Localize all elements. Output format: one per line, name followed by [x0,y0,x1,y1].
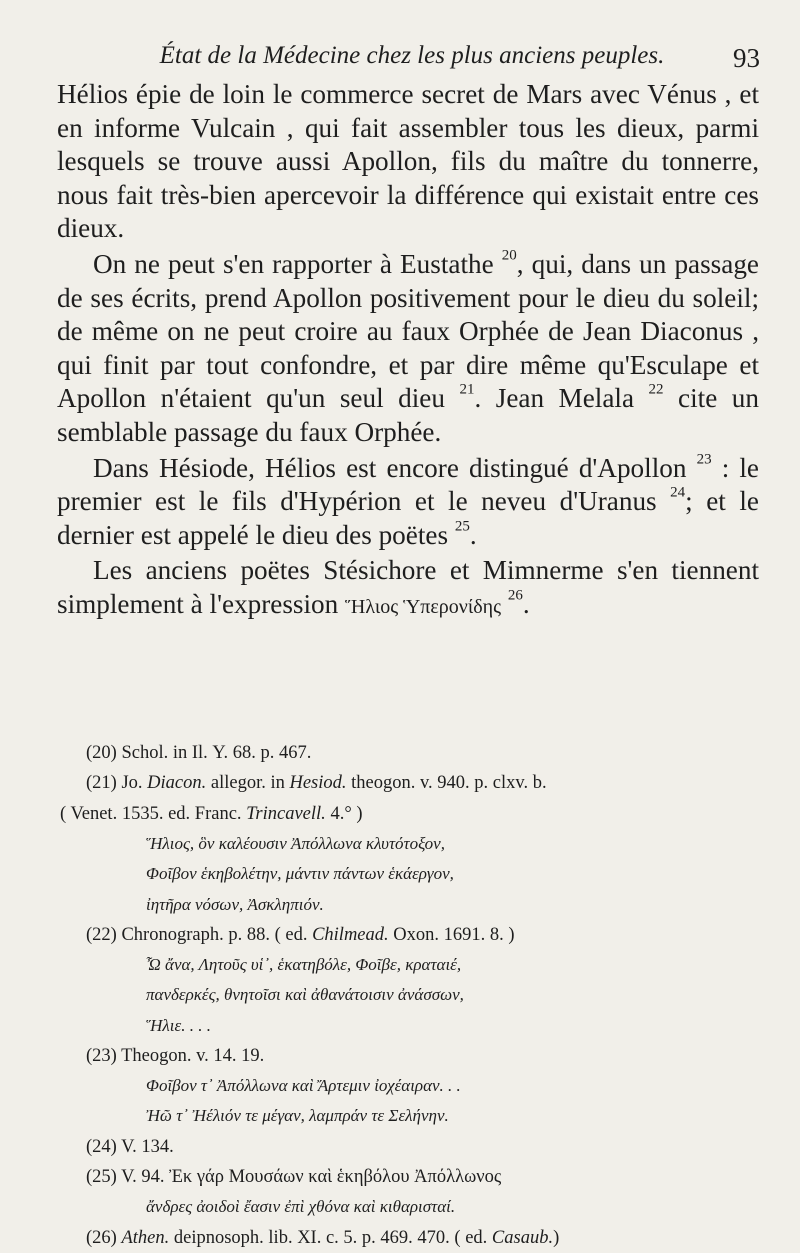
greek-verse-line: πανδερκές, θνητοῖσι καὶ ἀθανάτοισιν ἀνάσσων, [146,985,464,1005]
greek-verse-line: Φοῖβον ἑκηβολέτην, μάντιν πάντων ἑκάεργον, [146,864,454,884]
footnotes [60,738,750,1253]
paragraph-1: Hélios épie de loin le commerce secret de Mars avec Vénus , et en informe Vulcain , qui fait assembler tous les dieux, parmi lesquels se trouve aussi Apollon, fils du maître du tonnerre, nous fait très-bien apercevoir la différence qui existait entre ces dieux. [57,79,759,244]
footnote-ref-26[interactable]: 26 [507,587,523,604]
footnote-21-continuation: ( Venet. 1535. ed. Franc. Trincavell. 4.° ) [60,803,363,824]
greek-expression: Ἥλιος Ὑπερονίδης [345,595,502,618]
footnote-ref-22[interactable]: 22 [648,381,664,398]
footnote-25: (25) V. 94. Ἐκ γάρ Μουσάων καὶ ἑκηβόλου Ἀπόλλωνος [86,1167,502,1188]
footnote-ref-24[interactable]: 24 [670,484,686,501]
greek-verse-line: ἰητῆρα νόσων, Ἀσκληπιόν. [146,894,324,914]
footnote-22: (22) Chronograph. p. 88. ( ed. Chilmead. Oxon. 1691. 8. ) [86,924,515,945]
paragraph-2: On ne peut s'en rapporter à Eustathe $^{20}$, qui, dans un passage de ses écrits, prend Apollon positivement pour le dieu du soleil; de même on ne peut croire au faux Orphée de Jean Diaconus , qui finit par tout confondre, et par dire même qu'Esculape et Apollon n'étaient qu'un seul dieu $^{21}$. Jean Melala $^{22}$ cite un semblable passage du faux Orphée. [57,247,759,447]
footnote-23: (23) Theogon. v. 14. 19. [86,1045,265,1066]
footnote-ref-25[interactable]: 25 [454,518,470,535]
paragraph-3: Dans Hésiode, Hélios est encore distingué d'Apollon $^{23}$ : le premier est le fils d'Hypérion et le neveu d'Uranus $^{24}$; et le dernier est appelé le dieu des poëtes $^{25}$. [57,451,759,550]
footnote-26: (26) Athen. deipnosoph. lib. XI. c. 5. p. 469. 470. ( ed. Casaub.) [86,1227,560,1248]
greek-verse-line: Ἥλιος, ὃν καλέουσιν Ἀπόλλωνα κλυτότοξον, [146,834,445,854]
footnote-ref-21[interactable]: 21 [459,381,475,398]
running-header [62,40,762,72]
footnote-20: (20) Schol. in Il. Υ. 68. p. 467. [86,743,312,763]
running-title: État de la Médecine chez les plus anciens peuples. [159,42,665,69]
greek-verse-line: Ὦ ἄνα, Λητοῦς υἱ᾽, ἑκατηβόλε, Φοῖβε, κραταιέ, [146,955,462,975]
footnote-ref-23[interactable]: 23 [696,451,712,468]
greek-verse-line: Ἥλιε. . . . [146,1015,211,1035]
greek-verse-line: Φοῖβον τ᾽ Ἀπόλλωνα καὶ Ἄρτεμιν ἰοχέαιραν. . . [146,1076,461,1096]
page-number: 93 [733,43,760,73]
footnote-24: (24) V. 134. [86,1136,174,1157]
footnote-21: (21) Jo. Diacon. allegor. in Hesiod. theogon. v. 940. p. clxv. b. [86,773,547,794]
main-text [57,78,759,625]
greek-verse-line: ἄνδρες ἀοιδοὶ ἔασιν ἐπὶ χθόνα καὶ κιθαρισταί. [146,1197,456,1217]
greek-verse-line: Ἠῶ τ᾽ Ἠέλιόν τε μέγαν, λαμπράν τε Σελήνην. [146,1106,449,1126]
paragraph-4: Les anciens poëtes Stésichore et Mimnerme s'en tiennent simplement à l'expression Ἥλιος Ὑπερονίδης $^{26}$. [57,555,759,619]
footnote-ref-20[interactable]: 20 [501,247,517,264]
